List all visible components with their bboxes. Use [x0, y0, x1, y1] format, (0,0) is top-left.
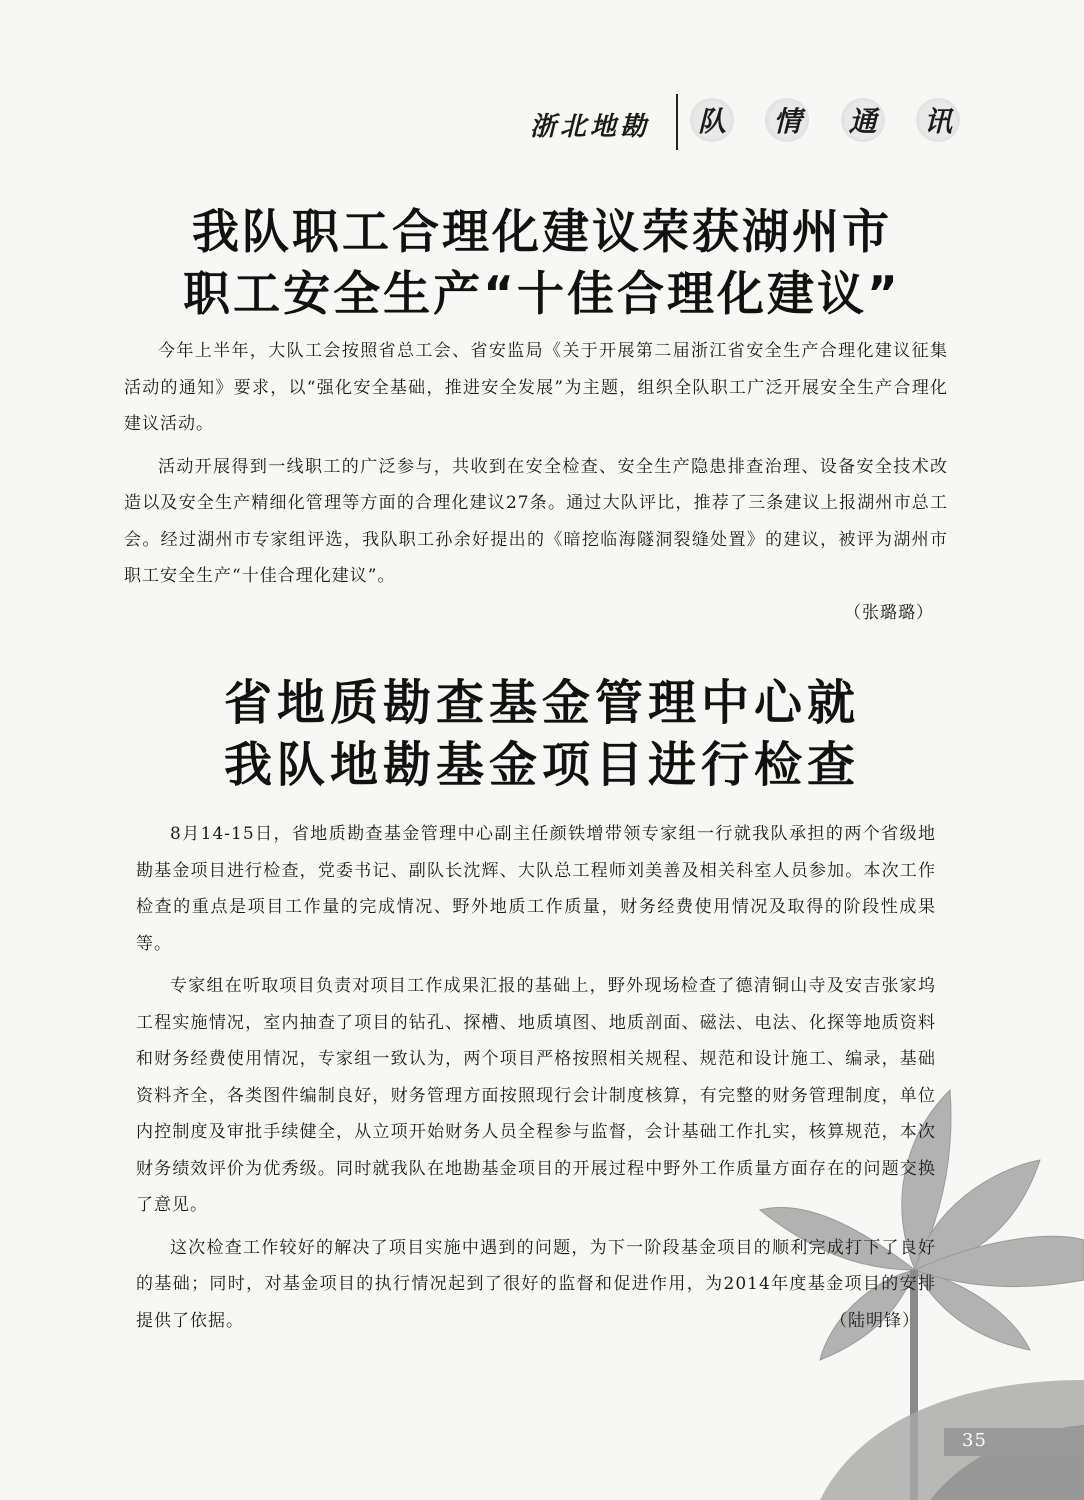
page-header	[520, 98, 960, 146]
section-char: 通	[841, 98, 885, 142]
section-char: 情	[765, 98, 809, 142]
article2-title	[0, 672, 1084, 796]
header-divider	[676, 94, 678, 150]
article2-paragraph-last	[136, 1230, 936, 1340]
article1-title	[0, 202, 1084, 326]
brand-name: 浙北地勘	[530, 112, 651, 142]
article2-title-line2: 我队地勘基金项目进行检查	[223, 737, 860, 793]
article1-title-line1: 我队职工合理化建议荣获湖州市	[192, 205, 892, 260]
article2-paragraph-text: 这次检查工作较好的解决了项目实施中遇到的问题，为下一阶段基金项目的顺利完成打下了良好的基础；同时，对基金项目的执行情况起到了很好的监督和促进作用，为2014年度基金项目的安排提供了依据。	[136, 1237, 936, 1331]
section-title	[690, 98, 960, 146]
article2-title-line1: 省地质勘查基金管理中心就	[223, 675, 860, 731]
page-number: 35	[962, 1430, 987, 1451]
section-char: 队	[690, 98, 734, 142]
article2-paragraph: 8月14-15日，省地质勘查基金管理中心副主任颜铁增带领专家组一行就我队承担的两个省级地勘基金项目进行检查，党委书记、副队长沈辉、大队总工程师刘美善及相关科室人员参加。本次工作检查的重点是项目工作量的完成情况、野外地质工作质量，财务经费使用情况及取得的阶段性成果等。	[136, 824, 936, 954]
article1-title-line2: 职工安全生产“十佳合理化建议”	[183, 267, 901, 322]
article1-author: （张璐璐）	[844, 602, 934, 623]
article2-body	[136, 816, 936, 1339]
article1-paragraph: 今年上半年，大队工会按照省总工会、省安监局《关于开展第二届浙江省安全生产合理化建议征集活动的通知》要求，以“强化安全基础，推进安全发展”为主题，组织全队职工广泛开展安全生产合理化建议活动。	[124, 341, 948, 434]
section-char: 讯	[916, 98, 960, 142]
article1-body	[124, 333, 948, 631]
article2-paragraph: 专家组在听取项目负责对项目工作成果汇报的基础上，野外现场检查了德清铜山寺及安吉张家坞工程实施情况，室内抽查了项目的钻孔、探槽、地质填图、地质剖面、磁法、电法、化探等地质资料和财务经费使用情况，专家组一致认为，两个项目严格按照相关规程、规范和设计施工、编录，基础资料齐全，各类图件编制良好，财务管理方面按照现行会计制度核算，有完整的财务管理制度，单位内控制度及审批手续健全，从立项开始财务人员全程参与监督，会计基础工作扎实，核算规范，本次财务绩效评价为优秀级。同时就我队在地勘基金项目的开展过程中野外工作质量方面存在的问题交换了意见。	[136, 976, 936, 1215]
article2-author: （陆明锋）	[830, 1310, 920, 1331]
article1-paragraph: 活动开展得到一线职工的广泛参与，共收到在安全检查、安全生产隐患排查治理、设备安全技术改造以及安全生产精细化管理等方面的合理化建议27条。通过大队评比，推荐了三条建议上报湖州市总工会。经过湖州市专家组评选，我队职工孙余好提出的《暗挖临海隧洞裂缝处置》的建议，被评为湖州市职工安全生产“十佳合理化建议”。	[124, 456, 948, 586]
